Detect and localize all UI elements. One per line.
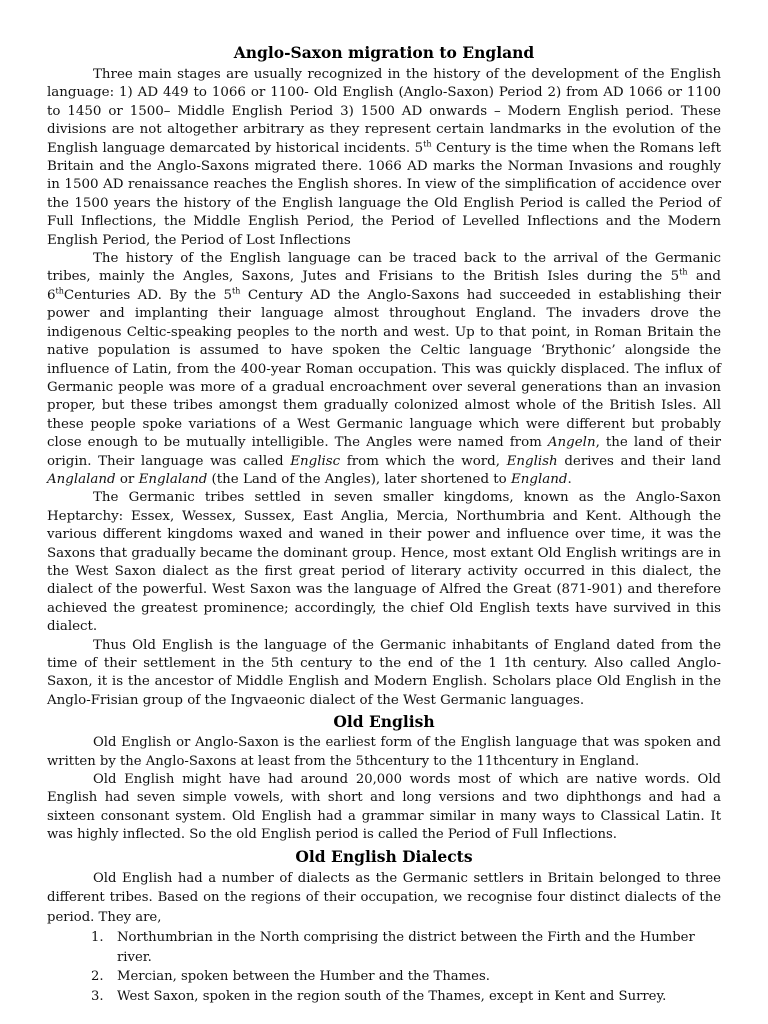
list-number: 2. [91, 969, 104, 985]
paragraph-text: . [567, 471, 572, 487]
list-item [47, 967, 721, 987]
paragraph-text: The history of the English language can be traced back to the arrival of the Germanic tribes, mainly the Angles, Saxons, Jutes and Frisians to the British Isles during the 5 [47, 251, 721, 285]
section-heading-old-english: Old English [333, 712, 435, 732]
paragraph-text: Three main stages are usually recognized in the history of the development of the English language: 1) AD 449 to 1066 or 1100- Old English (Anglo-Saxon) Period 2) from AD 1066 or 1100 to 1450 or 1500– Middle English Period 3) 1500 AD onwards – Modern English period. These divisions are not altogether arbitrary as they represent certain landmarks in the evolution of the English language demarcated by historical incidents. 5 [47, 67, 721, 156]
italic-term: English [506, 453, 558, 469]
paragraph-heptarchy: The Germanic tribes settled in seven smaller kingdoms, known as the Anglo-Saxon Heptarchy: Essex, Wessex, Sussex, East Anglia, Mercia, Northumbria and Kent. Although the various different kingdoms waxed and waned in their power and influence over time, it was the Saxons that gradually became the dominant group. Hence, most extant Old English writings are in the West Saxon dialect as the first great period of literary activity occurred in this dialect, the dialect of the powerful. West Saxon was the language of Alfred the Great (871-901) and therefore achieved the greatest prominence; accordingly, the chief Old English texts have survived in this dialect. [47, 490, 721, 635]
paragraph-text: Century AD the Anglo-Saxons had succeeded in establishing their power and implanting their language almost throughout England. The invaders drove the indigenous Celtic-speaking peoples to the north and west. Up to that point, in Roman Britain the native population is assumed to have spoken the Celtic language ‘Brythonic’ alongside the influence of Latin, from the 400-year Roman occupation. This was quickly displaced. The influx of Germanic people was more of a gradual encroachment over several generations than an invasion proper, but these tribes amongst them gradually colonized almost whole of the British Isles. All these people spoke variations of a West Germanic language which were different but probably close enough to be mutually intelligible. The Angles were named from [47, 287, 721, 451]
italic-term: Angeln [547, 435, 596, 451]
document-body [47, 40, 721, 1006]
dialect-list [47, 928, 721, 1006]
italic-term: Englaland [138, 471, 208, 487]
italic-term: Englisc [290, 453, 341, 469]
superscript: th [423, 139, 432, 149]
superscript: th [232, 286, 241, 296]
superscript: th [679, 268, 688, 277]
paragraph-dialects-intro: Old English had a number of dialects as the Germanic settlers in Britain belonged to three different tribes. Based on the regions of their occupation, we recognise four distinct dialects of the period. They are, [47, 870, 721, 925]
list-item-text: Northumbrian in the North comprising the district between the Firth and the Humber river. [117, 930, 695, 965]
list-number: 3. [91, 988, 104, 1004]
paragraph-old-english-summary: Thus Old English is the language of the Germanic inhabitants of England dated from the time of their settlement in the 5th century to the end of the 1 1th century. Also called Anglo-Saxon, it is the ancestor of Middle English and Modern English. Scholars place Old English in the Anglo-Frisian group of the Ingvaeonic dialect of the West Germanic languages. [47, 637, 721, 708]
document-title: Anglo-Saxon migration to England [233, 43, 535, 62]
paragraph-text: from which the word, [340, 453, 507, 469]
paragraph-text: (the Land of the Angles), later shortened to [207, 471, 512, 487]
paragraph-history [47, 250, 721, 489]
paragraph-text: and 6 [47, 269, 722, 303]
paragraph-stages [47, 66, 721, 250]
italic-term: Anglaland [47, 471, 116, 487]
list-item [47, 987, 721, 1007]
list-item [47, 928, 721, 967]
paragraph-text: derives and their land [557, 453, 722, 469]
italic-term: England [511, 471, 568, 487]
list-item-text: West Saxon, spoken in the region south of the Thames, except in Kent and Surrey. [117, 988, 667, 1004]
list-number: 1. [91, 930, 104, 946]
paragraph-old-english-features: Old English might have had around 20,000 words most of which are native words. Old English had seven simple vowels, with short and long versions and two diphthongs and had a sixteen consonant system. Old English had a grammar similar in many ways to Classical Latin. It was highly inflected. So the old English period is called the Period of Full Inflections. [47, 772, 721, 843]
superscript: th [55, 286, 64, 296]
paragraph-text: Centuries AD. By the 5 [63, 287, 233, 303]
list-item-text: Mercian, spoken between the Humber and the Thames. [117, 969, 490, 985]
paragraph-text: , the land of their origin. Their language was called [47, 435, 722, 469]
section-heading-dialects: Old English Dialects [295, 846, 473, 866]
paragraph-old-english-definition: Old English or Anglo-Saxon is the earliest form of the English language that was spoken and written by the Anglo-Saxons at least from the 5thcentury to the 11thcentury in England. [47, 735, 721, 769]
paragraph-text: or [115, 471, 139, 487]
paragraph-text: Century is the time when the Romans left Britain and the Anglo-Saxons migrated there. 1066 AD marks the Norman Invasions and roughly in 1500 AD renaissance reaches the English shores. In view of the simplification of accidence over the 1500 years the history of the English language the Old English Period is called the Period of Full Inflections, the Middle English Period, the Period of Levelled Inflections and the Modern English Period, the Period of Lost Inflections [47, 140, 721, 248]
